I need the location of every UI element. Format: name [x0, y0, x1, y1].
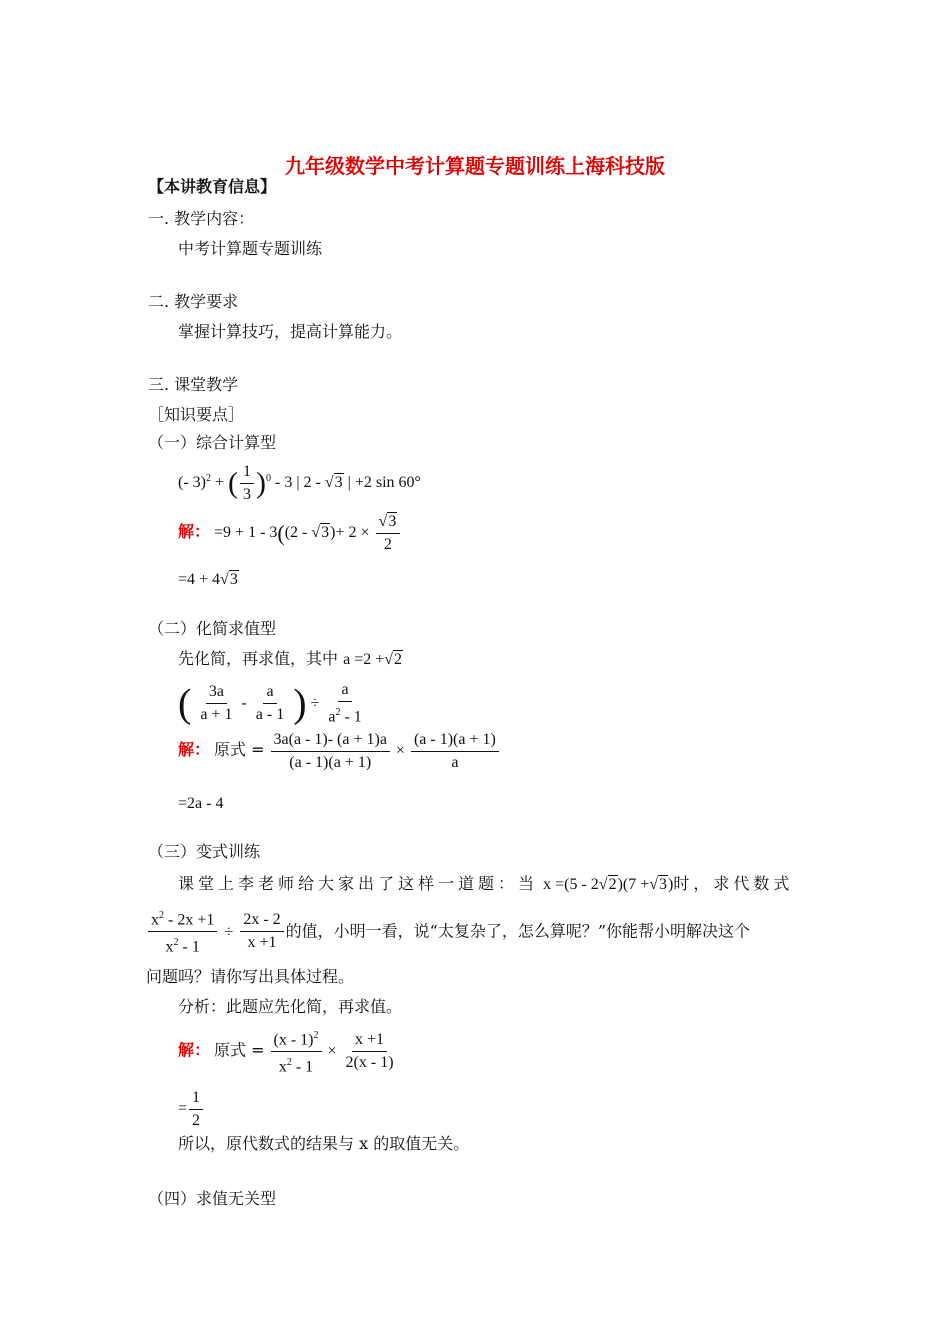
- x-expression-b: )(7 +: [617, 876, 650, 893]
- part-2-intro: [178, 646, 403, 669]
- part-3-heading: （三）变式训练: [148, 842, 261, 861]
- section-3-heading: 三. 课堂教学: [148, 375, 239, 394]
- part-2-expression: ( $\frac{3a}{a + 1}$ - $\frac{a}{a - 1}$ ) ÷ $\frac{a}{a^2 - 1}$: [178, 680, 367, 727]
- section-2-body: 掌握计算技巧，提高计算能力。: [178, 322, 403, 341]
- expression-fraction-1: $\frac{x^2 - 2x +1}{x^2 - 1}$: [148, 906, 217, 958]
- problem-text-3: 的值，小明一看，说“太复杂了，怎么算呢？”你能帮小明解决这个: [285, 921, 751, 941]
- section-2-heading: 二. 教学要求: [148, 292, 239, 311]
- solution-fraction-2: $\frac{x +1}{2(x - 1)}$: [345, 1031, 394, 1072]
- fraction-one-third: $\frac{1}{3}$: [240, 462, 254, 505]
- solution-label: 解：: [178, 522, 211, 542]
- solution-term-b: (2 -: [284, 524, 308, 542]
- fraction-sqrt3-over-2: $\frac{√3}{2}$: [376, 512, 401, 555]
- solution-label: 解：: [178, 1040, 211, 1060]
- sqrt-symbol: √2: [384, 651, 403, 668]
- fraction-3a-over-a-plus-1: $\frac{3a}{a + 1}$: [200, 683, 233, 724]
- sqrt-symbol: √3: [649, 876, 668, 893]
- expr-term-d: | +2 sin 60°: [347, 474, 421, 492]
- sqrt-symbol: √2: [598, 876, 617, 893]
- problem-text-1: 课堂上李老师给大家出了这样一道题：当: [178, 874, 539, 893]
- part-1-solution-line-2: [178, 571, 239, 589]
- part-2-result: =2a - 4: [178, 795, 224, 812]
- part-2-solution: [178, 730, 501, 773]
- divide-sign: ÷: [310, 694, 320, 712]
- expr-term-c: - 3 | 2 -: [275, 474, 321, 492]
- section-1-heading: 一. 教学内容：: [148, 209, 255, 228]
- expression-fraction-2: $\frac{2x - 2}{x +1}$: [240, 910, 283, 953]
- part-1-expression: (- 3)$^2$ + ( $\frac{1}{3}$ )$^0$ - 3 | 2 - √3 | +2 sin 60°: [178, 463, 421, 503]
- x-expression-c: ): [668, 876, 674, 893]
- solution-fraction-1: $\frac{3a(a - 1)- (a + 1)a}{(a - 1)(a + 1)}$: [271, 730, 390, 773]
- times-sign: ×: [327, 1042, 337, 1060]
- expr-term-a: (- 3): [178, 474, 206, 492]
- divide-sign: ÷: [224, 923, 234, 941]
- original-expression-label: 原式 =: [214, 740, 265, 760]
- fraction-a-over-a-squared-minus-1: $\frac{a}{a^2 - 1}$: [328, 681, 362, 726]
- solution-result: =4 + 4: [178, 571, 221, 588]
- minus-sign: -: [241, 694, 247, 712]
- sqrt-symbol: √3: [324, 474, 343, 492]
- knowledge-points-label: ［知识要点］: [148, 405, 245, 424]
- part-3-problem-line-3: 问题吗？请你写出具体过程。: [146, 967, 355, 986]
- condition-expression: a =2 +: [343, 651, 385, 668]
- solution-fraction-2: $\frac{(a - 1)(a + 1)}{a}$: [411, 730, 499, 773]
- fraction-a-over-a-minus-1: $\frac{a}{a - 1}$: [255, 683, 285, 724]
- solution-term-c: )+ 2 ×: [330, 524, 370, 542]
- section-1-body: 中考计算题专题训练: [178, 239, 323, 258]
- result-fraction-one-half: $\frac{1}{2}$: [189, 1088, 203, 1131]
- equals-sign: =: [178, 1100, 188, 1118]
- x-expression-a: x =(5 - 2: [543, 876, 599, 893]
- part-1-heading: （一）综合计算型: [148, 433, 277, 452]
- part-3-conclusion: 所以，原代数式的结果与 x 的取值无关。: [178, 1134, 470, 1153]
- zero-exponent: 0: [266, 472, 272, 484]
- solution-label: 解：: [178, 740, 211, 760]
- part-4-heading: （四）求值无关型: [148, 1189, 277, 1208]
- part-3-problem-line-2: [146, 906, 750, 958]
- part-3-result: [178, 1088, 205, 1131]
- solution-term-a: =9 + 1 - 3: [214, 524, 278, 542]
- expr-term-a-exponent: 2: [205, 472, 211, 484]
- part-2-heading: （二）化简求值型: [148, 619, 277, 638]
- original-expression-label: 原式 =: [214, 1040, 265, 1060]
- part-3-analysis: 分析：此题应先化简，再求值。: [178, 997, 403, 1016]
- solution-fraction-1: $\frac{(x - 1)^2}{x^2 - 1}$: [271, 1026, 322, 1078]
- problem-text-2: 时，求代数式: [673, 874, 794, 893]
- sqrt-symbol: √3: [311, 524, 330, 542]
- part-3-problem-line-1: [178, 871, 793, 894]
- plus-sign: +: [214, 474, 225, 492]
- section-header: 【本讲教育信息】: [148, 177, 277, 196]
- part-1-solution-line-1: 解： =9 + 1 - 3((2 - √3)+ 2 × $\frac{√3}{2}$: [178, 512, 402, 555]
- sqrt-symbol: √3: [220, 571, 238, 588]
- document-title: 九年级数学中考计算题专题训练上海科技版: [285, 154, 665, 178]
- intro-text: 先化简，再求值，其中: [178, 649, 339, 668]
- part-3-solution: [178, 1026, 399, 1078]
- times-sign: ×: [395, 742, 405, 760]
